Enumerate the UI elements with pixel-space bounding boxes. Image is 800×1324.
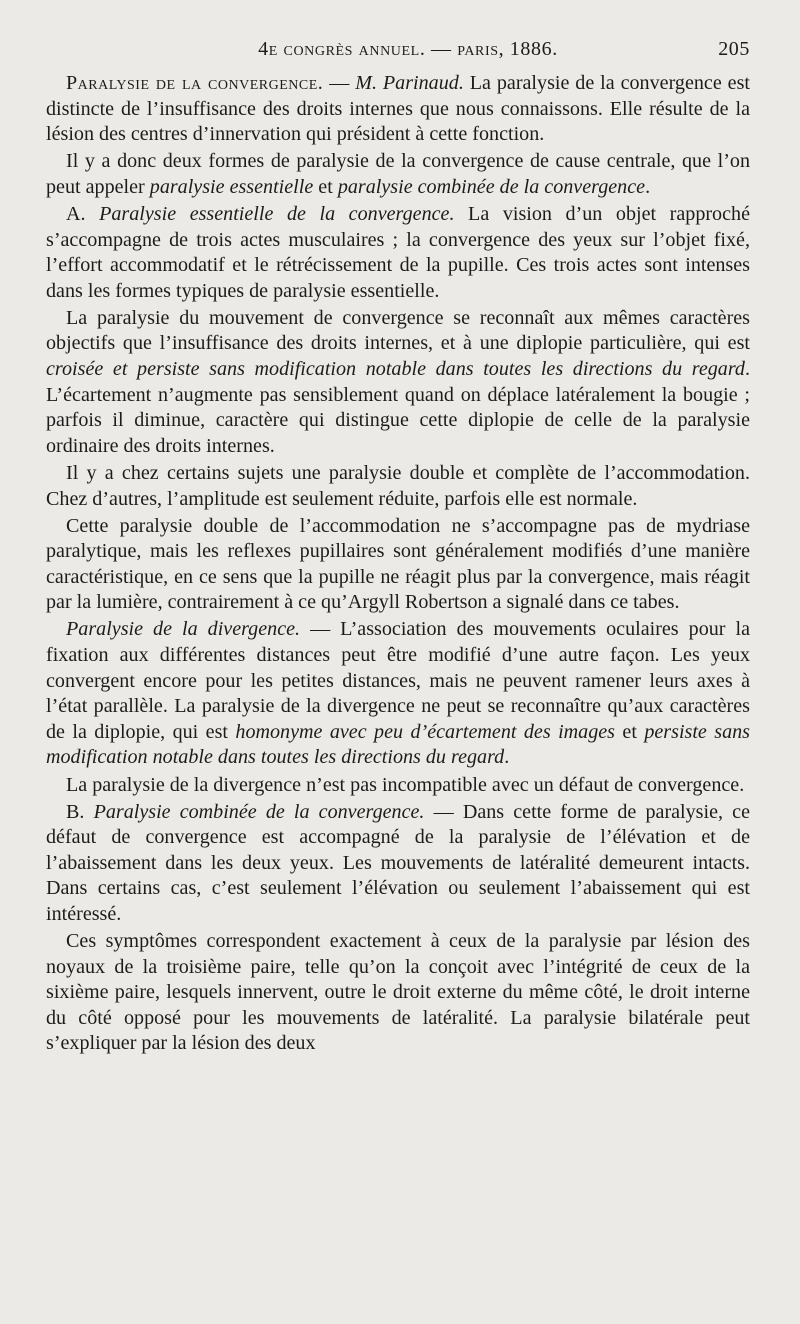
- running-title: 4e congrès annuel. — paris, 1886.: [258, 38, 558, 60]
- paragraph-text: . L’écartement n’augmente pas sensiblement quand on déplace latéralement la bougie ; parfois il diminue, caractère qui distingue cette diplopie de celle de la paralysie ordinaire des droits internes.: [46, 358, 750, 457]
- author-name: M. Parinaud.: [355, 72, 464, 94]
- paragraph-text: .: [504, 746, 510, 769]
- section-heading: Paralysie de la convergence.: [66, 72, 324, 94]
- paragraph: [46, 773, 750, 799]
- body-text: [46, 71, 750, 1057]
- paragraph-text: La paralysie de la divergence n’est pas incompatible avec un défaut de convergence.: [66, 773, 745, 796]
- italic-term: homonyme avec peu d’écartement des images: [235, 720, 616, 743]
- running-header: [46, 38, 750, 61]
- paragraph: [46, 306, 750, 460]
- paragraph-text: et: [615, 720, 645, 743]
- page-number: 205: [718, 38, 750, 60]
- paragraph-text: — Dans cette forme de paralysie, ce défaut de convergence est accompagné de la paralysie de l’élévation et de l’abaissement dans les deux yeux. Les mouvements de latéralité demeurent intacts. Dans certains cas, c’est seulement l’élévation ou seulement l’abaissement qui est intéressé.: [46, 800, 750, 925]
- paragraph-text: — L’association des mouvements oculaires pour la fixation aux différentes distances peut être modifié d’une autre façon. Les yeux convergent encore pour les petites distances, mais ne peuvent ramener leurs axes à l’état parallèle. La paralysie de la divergence ne peut se reconnaître qu’aux caractères de la diplopie, qui est: [46, 618, 750, 743]
- paragraph: [46, 71, 750, 148]
- subsection-heading: Paralysie combinée de la convergence.: [93, 800, 425, 823]
- paragraph-text: La paralysie du mouvement de convergence se reconnaît aux mêmes caractères objectifs que l’insuffisance des droits internes, et à une diplopie particulière, qui est: [46, 306, 750, 355]
- italic-term: paralysie combinée de la convergence: [337, 175, 646, 198]
- paragraph-text: Il y a donc deux formes de paralysie de la convergence de cause centrale, que l’on peut appeler: [46, 150, 750, 198]
- paragraph-text: et: [313, 175, 338, 198]
- section-label: B.: [66, 800, 94, 823]
- paragraph: [46, 929, 750, 1057]
- paragraph-text: Ces symptômes correspondent exactement à ceux de la paralysie par lésion des noyaux de la troisième paire, telle qu’on la conçoit avec l’intégrité de ceux de la sixième paire, lesquels innervent, outre le droit externe du même côté, le droit interne du côté opposé pour les mouvements de latéralité. La paralysie bilatérale peut s’expliquer par la lésion des deux: [46, 930, 750, 1055]
- paragraph: [46, 514, 750, 616]
- subsection-heading: Paralysie essentielle de la convergence.: [99, 202, 455, 225]
- paragraph: [46, 617, 750, 771]
- italic-term: persiste sans modification notable dans toutes les directions du regard: [46, 720, 750, 769]
- dash: —: [323, 72, 356, 94]
- italic-term: croisée et persiste sans modification notable dans toutes les directions du regard: [46, 358, 745, 381]
- paragraph: [46, 800, 750, 928]
- paragraph-text: Il y a chez certains sujets une paralysie double et complète de l’accommodation. Chez d’autres, l’amplitude est seulement réduite, parfois elle est normale.: [46, 461, 750, 510]
- italic-term: paralysie essentielle: [149, 175, 314, 198]
- section-label: A.: [66, 202, 100, 225]
- paragraph-text: La vision d’un objet rapproché s’accompagne de trois actes musculaires ; la convergence des yeux sur l’objet fixé, l’effort accommodatif et le rétrécissement de la pupille. Ces trois actes sont intenses dans les formes typiques de paralysie essentielle.: [46, 202, 750, 302]
- paragraph: [46, 461, 750, 512]
- paragraph: [46, 202, 750, 304]
- subsection-heading: Paralysie de la divergence.: [66, 618, 301, 641]
- paragraph-text: .: [645, 175, 651, 198]
- paragraph: [46, 149, 750, 200]
- paragraph-text: Cette paralysie double de l’accommodation ne s’accompagne pas de mydriase paralytique, mais les reflexes pupillaires sont généralement modifiés d’une manière caractéristique, en ce sens que la pupille ne réagit plus par la convergence, mais réagit par la lumière, contrairement à ce qu’Argyll Robertson a signalé dans ce tabes.: [46, 514, 750, 614]
- paragraph-text: La paralysie de la convergence est distincte de l’insuffisance des droits internes que nous connaissons. Elle résulte de la lésion des centres d’innervation qui président à cette fonction.: [46, 72, 750, 146]
